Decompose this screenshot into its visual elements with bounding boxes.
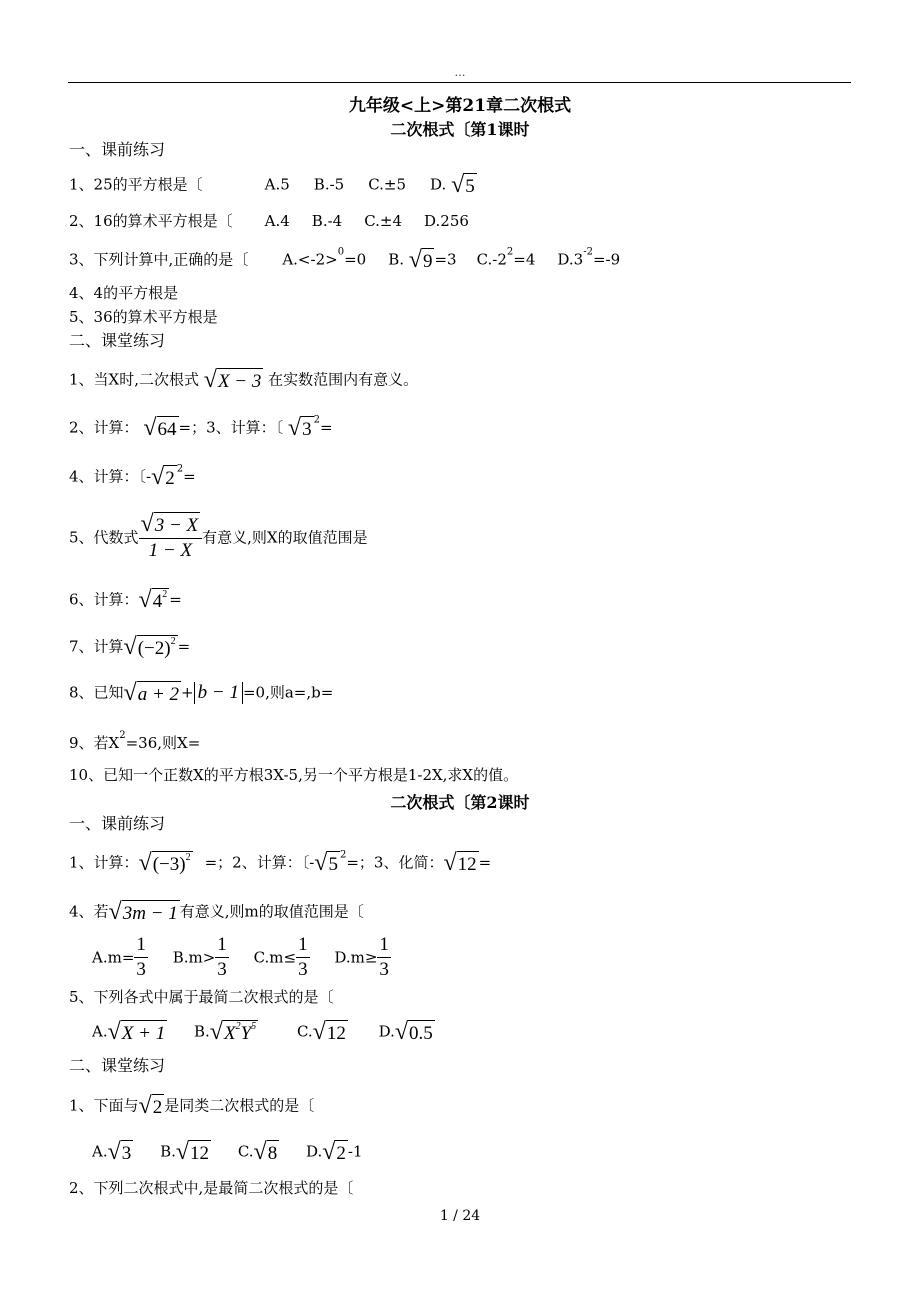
p4-option-a: A.m= — [92, 948, 135, 967]
p1-mid2: =；3、化简： — [346, 853, 444, 872]
p1-radicand: $(-3)^2$ — [152, 852, 191, 875]
sqrt-symbol: √ 3 − X — [140, 511, 199, 537]
sqrt-symbol: √ 3 — [287, 415, 312, 441]
sqrt-symbol: √ 0.5 — [394, 1019, 433, 1045]
q1-option-d: D. — [430, 175, 447, 194]
sqrt-symbol: √ 2 — [151, 464, 175, 490]
c6-post: = — [169, 590, 182, 609]
c4-radicand: 2 — [164, 465, 177, 490]
p2-radicand: 5 — [327, 851, 340, 876]
q3-a-tail: =0 — [344, 250, 367, 269]
p5-d-radicand: 0.5 — [408, 1020, 435, 1045]
c1-post: 在实数范围内有意义。 — [268, 370, 419, 389]
p4-radicand: 3m − 1 — [122, 900, 180, 925]
lesson2-question-4 — [69, 900, 364, 925]
c9-post: =36,则X= — [125, 734, 201, 752]
k1-d-radicand: 2 — [335, 1140, 348, 1165]
lesson2-subtitle: 二次根式〔第2课时 — [390, 793, 530, 812]
page-title: 九年级<上>第21章二次根式 — [348, 96, 572, 116]
q2-option-d: D.256 — [424, 212, 469, 230]
p4-option-c: C.m≤ — [253, 948, 297, 967]
p4-d-fraction: $\frac{1}{3}$ — [379, 934, 389, 980]
k1-d-tail: -1 — [347, 1142, 363, 1161]
q1-option-c: C.±5 — [368, 175, 407, 194]
c5-pre: 5、代数式 — [69, 528, 139, 547]
class-question-4 — [69, 465, 196, 490]
c6-pre: 6、计算： — [69, 590, 139, 609]
c1-pre: 1、当X时,二次根式 — [69, 370, 199, 389]
class-question-10: 10、已知一个正数X的平方根3X-5,另一个平方根是1-2X,求X的值。 — [69, 766, 519, 784]
q1-d-radicand: 5 — [464, 173, 477, 198]
q3-b-radicand: 9 — [422, 248, 435, 273]
lesson2-question-5: 5、下列各式中属于最简二次根式的是〔 — [69, 988, 334, 1006]
q3-option-a: A.<-2> — [282, 250, 338, 269]
k1-b-radicand: 12 — [189, 1140, 211, 1165]
k1-option-a: A. — [92, 1142, 108, 1161]
p2-exponent: 2 — [339, 849, 347, 861]
c2-mid: =；3、计算：〔 — [178, 418, 284, 437]
class-question-6 — [69, 588, 182, 613]
question-5: 5、36的算术平方根是 — [69, 308, 218, 326]
q2-option-b: B.-4 — [311, 212, 343, 230]
c7-exponent: 2 — [170, 636, 176, 647]
p5-option-c: C. — [296, 1022, 313, 1041]
p4-pre: 4、若 — [69, 902, 109, 921]
sqrt-symbol: √ 2 — [138, 1093, 163, 1119]
p4-c-fraction: $\frac{1}{3}$ — [298, 934, 308, 980]
p4-a-fraction: $\frac{1}{3}$ — [136, 934, 146, 980]
q3-stem: 3、下列计算中,正确的是〔 — [69, 250, 249, 269]
sqrt-symbol: √ $(-2)^2$ — [123, 634, 176, 660]
p1-exponent: 2 — [185, 852, 191, 863]
p4-b-fraction: $\frac{1}{3}$ — [217, 934, 227, 980]
p1-pre: 1、计算： — [69, 853, 139, 872]
sqrt-symbol: √ 9 — [408, 247, 433, 273]
q3-option-c: C.-2 — [476, 250, 507, 269]
lesson2-class-question-1-options — [92, 1140, 363, 1165]
c4-exponent: 2 — [176, 463, 184, 475]
lesson2-pre-heading: 一、课前练习 — [69, 814, 166, 833]
c3-exponent: 2 — [313, 414, 320, 426]
c6-radicand: $4^2$ — [152, 589, 168, 612]
sqrt-symbol: √ 8 — [253, 1139, 278, 1165]
q3-d-exponent: -2 — [583, 246, 593, 258]
sqrt-symbol: √ 12 — [443, 850, 477, 876]
q2-option-c: C.±4 — [364, 212, 403, 230]
lesson2-class-heading: 二、课堂练习 — [69, 1056, 166, 1075]
question-2 — [69, 211, 469, 231]
k1-radicand: 2 — [152, 1094, 165, 1119]
question-4: 4、4的平方根是 — [69, 284, 179, 302]
c7-pre: 7、计算 — [69, 637, 124, 656]
question-3 — [69, 248, 620, 273]
c8-post: =0,则a=,b= — [242, 683, 334, 702]
lesson2-class-question-1 — [69, 1094, 314, 1119]
page-number: 1 / 24 — [439, 1208, 481, 1224]
p5-b-radicand: $X^2Y^5$ — [223, 1021, 257, 1044]
sqrt-symbol: √ 12 — [312, 1019, 346, 1045]
k1-pre: 1、下面与 — [69, 1096, 139, 1115]
class-question-2-3 — [69, 416, 333, 441]
lesson2-question-1-3 — [69, 851, 491, 876]
q2-option-a: A.4 — [264, 212, 290, 230]
q3-d-tail: =-9 — [592, 250, 621, 269]
class-question-7 — [69, 635, 190, 660]
sqrt-symbol: √ a + 2 — [123, 680, 180, 706]
p4-option-d: D.m≥ — [334, 948, 378, 967]
lesson2-question-5-options — [92, 1020, 435, 1045]
c7-post: = — [177, 637, 191, 656]
q1-option-b: B.-5 — [313, 175, 345, 194]
k1-option-b: B. — [160, 1142, 176, 1161]
p1-mid: =；2、计算：〔- — [204, 853, 315, 872]
sqrt-symbol: √ $4^2$ — [138, 587, 168, 613]
header-rule — [68, 82, 851, 83]
c5-denominator: 1 − X — [148, 540, 193, 561]
c5-numerator-radicand: 3 − X — [154, 512, 200, 537]
p1-post: = — [478, 853, 492, 872]
q3-option-b: B. — [388, 250, 404, 269]
c7-radicand: $(-2)^2$ — [137, 636, 176, 659]
lesson2-question-4-options — [92, 934, 391, 981]
p4-option-b: B.m> — [172, 948, 216, 967]
c5-fraction — [139, 512, 203, 562]
sqrt-symbol: √ 3 — [107, 1139, 132, 1165]
sqrt-symbol: √ 5 — [451, 172, 475, 198]
c9-exponent: 2 — [119, 730, 126, 741]
k1-post: 是同类二次根式的是〔 — [164, 1096, 315, 1115]
q2-stem: 2、16的算术平方根是〔 — [69, 212, 233, 230]
sqrt-symbol: √ $(-3)^2$ — [138, 850, 191, 876]
c3-radicand: 3 — [301, 416, 314, 441]
class-question-1 — [69, 368, 418, 393]
q3-c-tail: =4 — [513, 250, 536, 269]
q3-b-tail: =3 — [434, 250, 457, 269]
sqrt-symbol: √ X − 3 — [203, 367, 262, 393]
sqrt-symbol: √ 3m − 1 — [108, 899, 178, 925]
p5-option-d: D. — [378, 1022, 395, 1041]
c2-radicand: 64 — [157, 416, 179, 441]
c6-exponent: 2 — [162, 589, 168, 600]
c4-post: = — [183, 467, 196, 486]
header-dots: … — [454, 66, 466, 79]
class-question-9 — [69, 730, 201, 753]
c8-radicand: a + 2 — [137, 681, 181, 706]
sqrt-symbol: √ $X^2Y^5$ — [209, 1019, 257, 1045]
q1-stem: 1、25的平方根是〔 — [69, 175, 203, 194]
p5-a-radicand: X + 1 — [121, 1020, 167, 1045]
lesson1-subtitle: 二次根式〔第1课时 — [390, 120, 530, 139]
q3-c-exponent: 2 — [506, 246, 514, 258]
sqrt-symbol: √ X + 1 — [107, 1019, 166, 1045]
k1-a-radicand: 3 — [121, 1140, 134, 1165]
class-question-8 — [69, 681, 333, 706]
q3-a-exponent: 0 — [337, 246, 345, 258]
c4-pre: 4、计算：〔- — [69, 467, 152, 486]
sqrt-symbol: √ 5 — [314, 850, 338, 876]
q1-option-a: A.5 — [264, 175, 290, 194]
sqrt-symbol: √ 64 — [143, 415, 177, 441]
c1-radicand: X − 3 — [217, 368, 263, 393]
k1-c-radicand: 8 — [267, 1140, 280, 1165]
c2-post: = — [319, 418, 333, 437]
sqrt-symbol: √ 2 — [322, 1139, 346, 1165]
k1-option-c: C. — [237, 1142, 254, 1161]
question-1 — [69, 173, 477, 198]
sqrt-symbol: √ 12 — [175, 1139, 210, 1165]
lesson1-pre-heading: 一、课前练习 — [69, 140, 166, 159]
lesson2-class-question-2: 2、下列二次根式中,是最简二次根式的是〔 — [69, 1179, 354, 1197]
k1-option-d: D. — [305, 1142, 323, 1161]
c2-pre: 2、计算： — [69, 418, 139, 437]
p4-post: 有意义,则m的取值范围是〔 — [179, 902, 364, 921]
class-question-5 — [69, 512, 368, 562]
lesson1-class-heading: 二、课堂练习 — [69, 331, 166, 350]
c9-pre: 9、若X — [69, 734, 120, 752]
c8-pre: 8、已知 — [69, 683, 124, 702]
p5-c-radicand: 12 — [326, 1020, 348, 1045]
c8-plus: + — [181, 683, 194, 702]
p3-radicand: 12 — [457, 851, 479, 876]
c5-post: 有意义,则X的取值范围是 — [202, 528, 368, 547]
p5-option-b: B. — [194, 1022, 210, 1041]
q3-option-d: D.3 — [557, 250, 584, 269]
p5-option-a: A. — [92, 1022, 108, 1041]
c8-absolute-value: b − 1 — [194, 682, 243, 704]
